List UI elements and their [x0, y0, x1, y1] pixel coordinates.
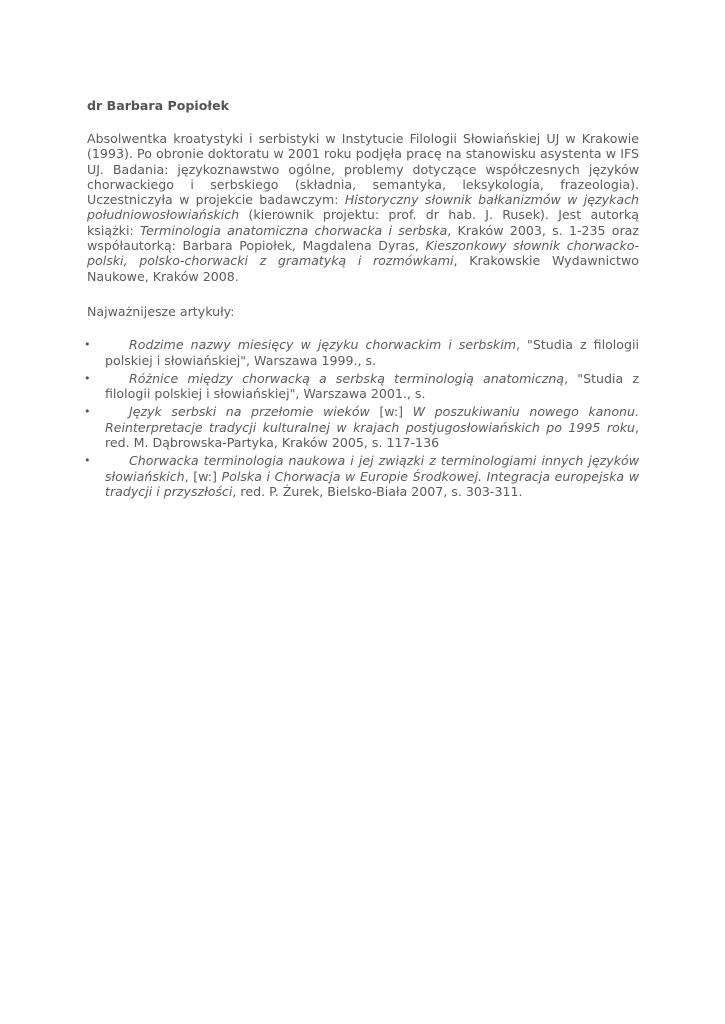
articles-heading: Najważnijesze artykuły:	[87, 303, 235, 319]
bio-project-title: Historyczny słownik bałkanizmów w językach południowosłowiańskich	[87, 192, 639, 223]
bio-text-1: Absolwentka kroatystyki i serbistyki w Instytucie Filologii Słowiańskiej UJ w Krakowie (1993). Po obronie doktoratu w 2001 roku podjęła pracę na stanowisku asystenta w IFS UJ. Badania: językoznawstwo ogólne, problemy dotyczące współczesnych języków chorwackiego i serbskiego (składnia, semantyka, leksykologia, frazeologia). Uczestniczyła w projekcie badawczym:	[87, 131, 639, 208]
page-title: dr Barbara Popiołek	[87, 98, 229, 113]
article-details: , [w:]	[184, 468, 222, 484]
article-details: , "Studia z filologii polskiej i słowiańskiej", Warszawa 2001., s.	[105, 370, 639, 402]
document-page	[84, 98, 640, 502]
article-title: Różnice między chorwacką a serbską terminologią anatomiczną	[129, 370, 565, 386]
bio-dictionary-title: Kieszonkowy słownik chorwacko-polski, polsko-chorwacki z gramatyką i rozmówkami	[87, 238, 639, 269]
bio-book-title: Terminologia anatomiczna chorwacka i serbska	[139, 222, 448, 238]
bullet-icon: •	[84, 371, 91, 385]
bullet-icon: •	[84, 454, 91, 468]
biography-paragraph	[87, 131, 639, 284]
list-item	[84, 370, 639, 402]
bio-text-4: , Krakowskie Wydawnictwo Naukowe, Kraków 2008.	[87, 253, 639, 284]
articles-list	[84, 337, 640, 499]
article-publication: , red. P. Żurek, Bielsko-Biała 2007, s. 303-311.	[232, 483, 523, 499]
bullet-icon: •	[84, 405, 91, 419]
bio-text-2: (kierownik projektu: prof. dr hab. J. Rusek). Jest autorką książki:	[87, 207, 639, 238]
list-item	[84, 453, 639, 499]
article-details: , "Studia z filologii polskiej i słowiańskiej", Warszawa 1999., s.	[105, 337, 640, 368]
article-publication: , red. M. Dąbrowska-Partyka, Kraków 2005, s. 117-136	[105, 419, 639, 451]
article-volume-title: Polska i Chorwacja w Europie Środkowej. Integracja europejska w tradycji i przyszłości	[105, 468, 639, 499]
article-details: [w:]	[369, 404, 413, 420]
bio-text-3: , Kraków 2003, s. 1-235 oraz współautorką: Barbara Popiołek, Magdalena Dyras,	[87, 222, 639, 254]
list-item	[84, 337, 640, 368]
bullet-icon: •	[84, 338, 91, 352]
article-title: Język serbski na przełomie wieków	[129, 404, 370, 420]
article-volume-title: W poszukiwaniu nowego kanonu. Reinterpretacje tradycji kulturalnej w krajach postjugosłowiańskich po 1995 roku	[105, 404, 640, 435]
article-title: Rodzime nazwy miesięcy w języku chorwackim i serbskim	[129, 337, 516, 353]
list-item	[84, 404, 640, 451]
article-title: Chorwacka terminologia naukowa i jej związki z terminologiami innych języków słowiańskich	[105, 453, 639, 484]
